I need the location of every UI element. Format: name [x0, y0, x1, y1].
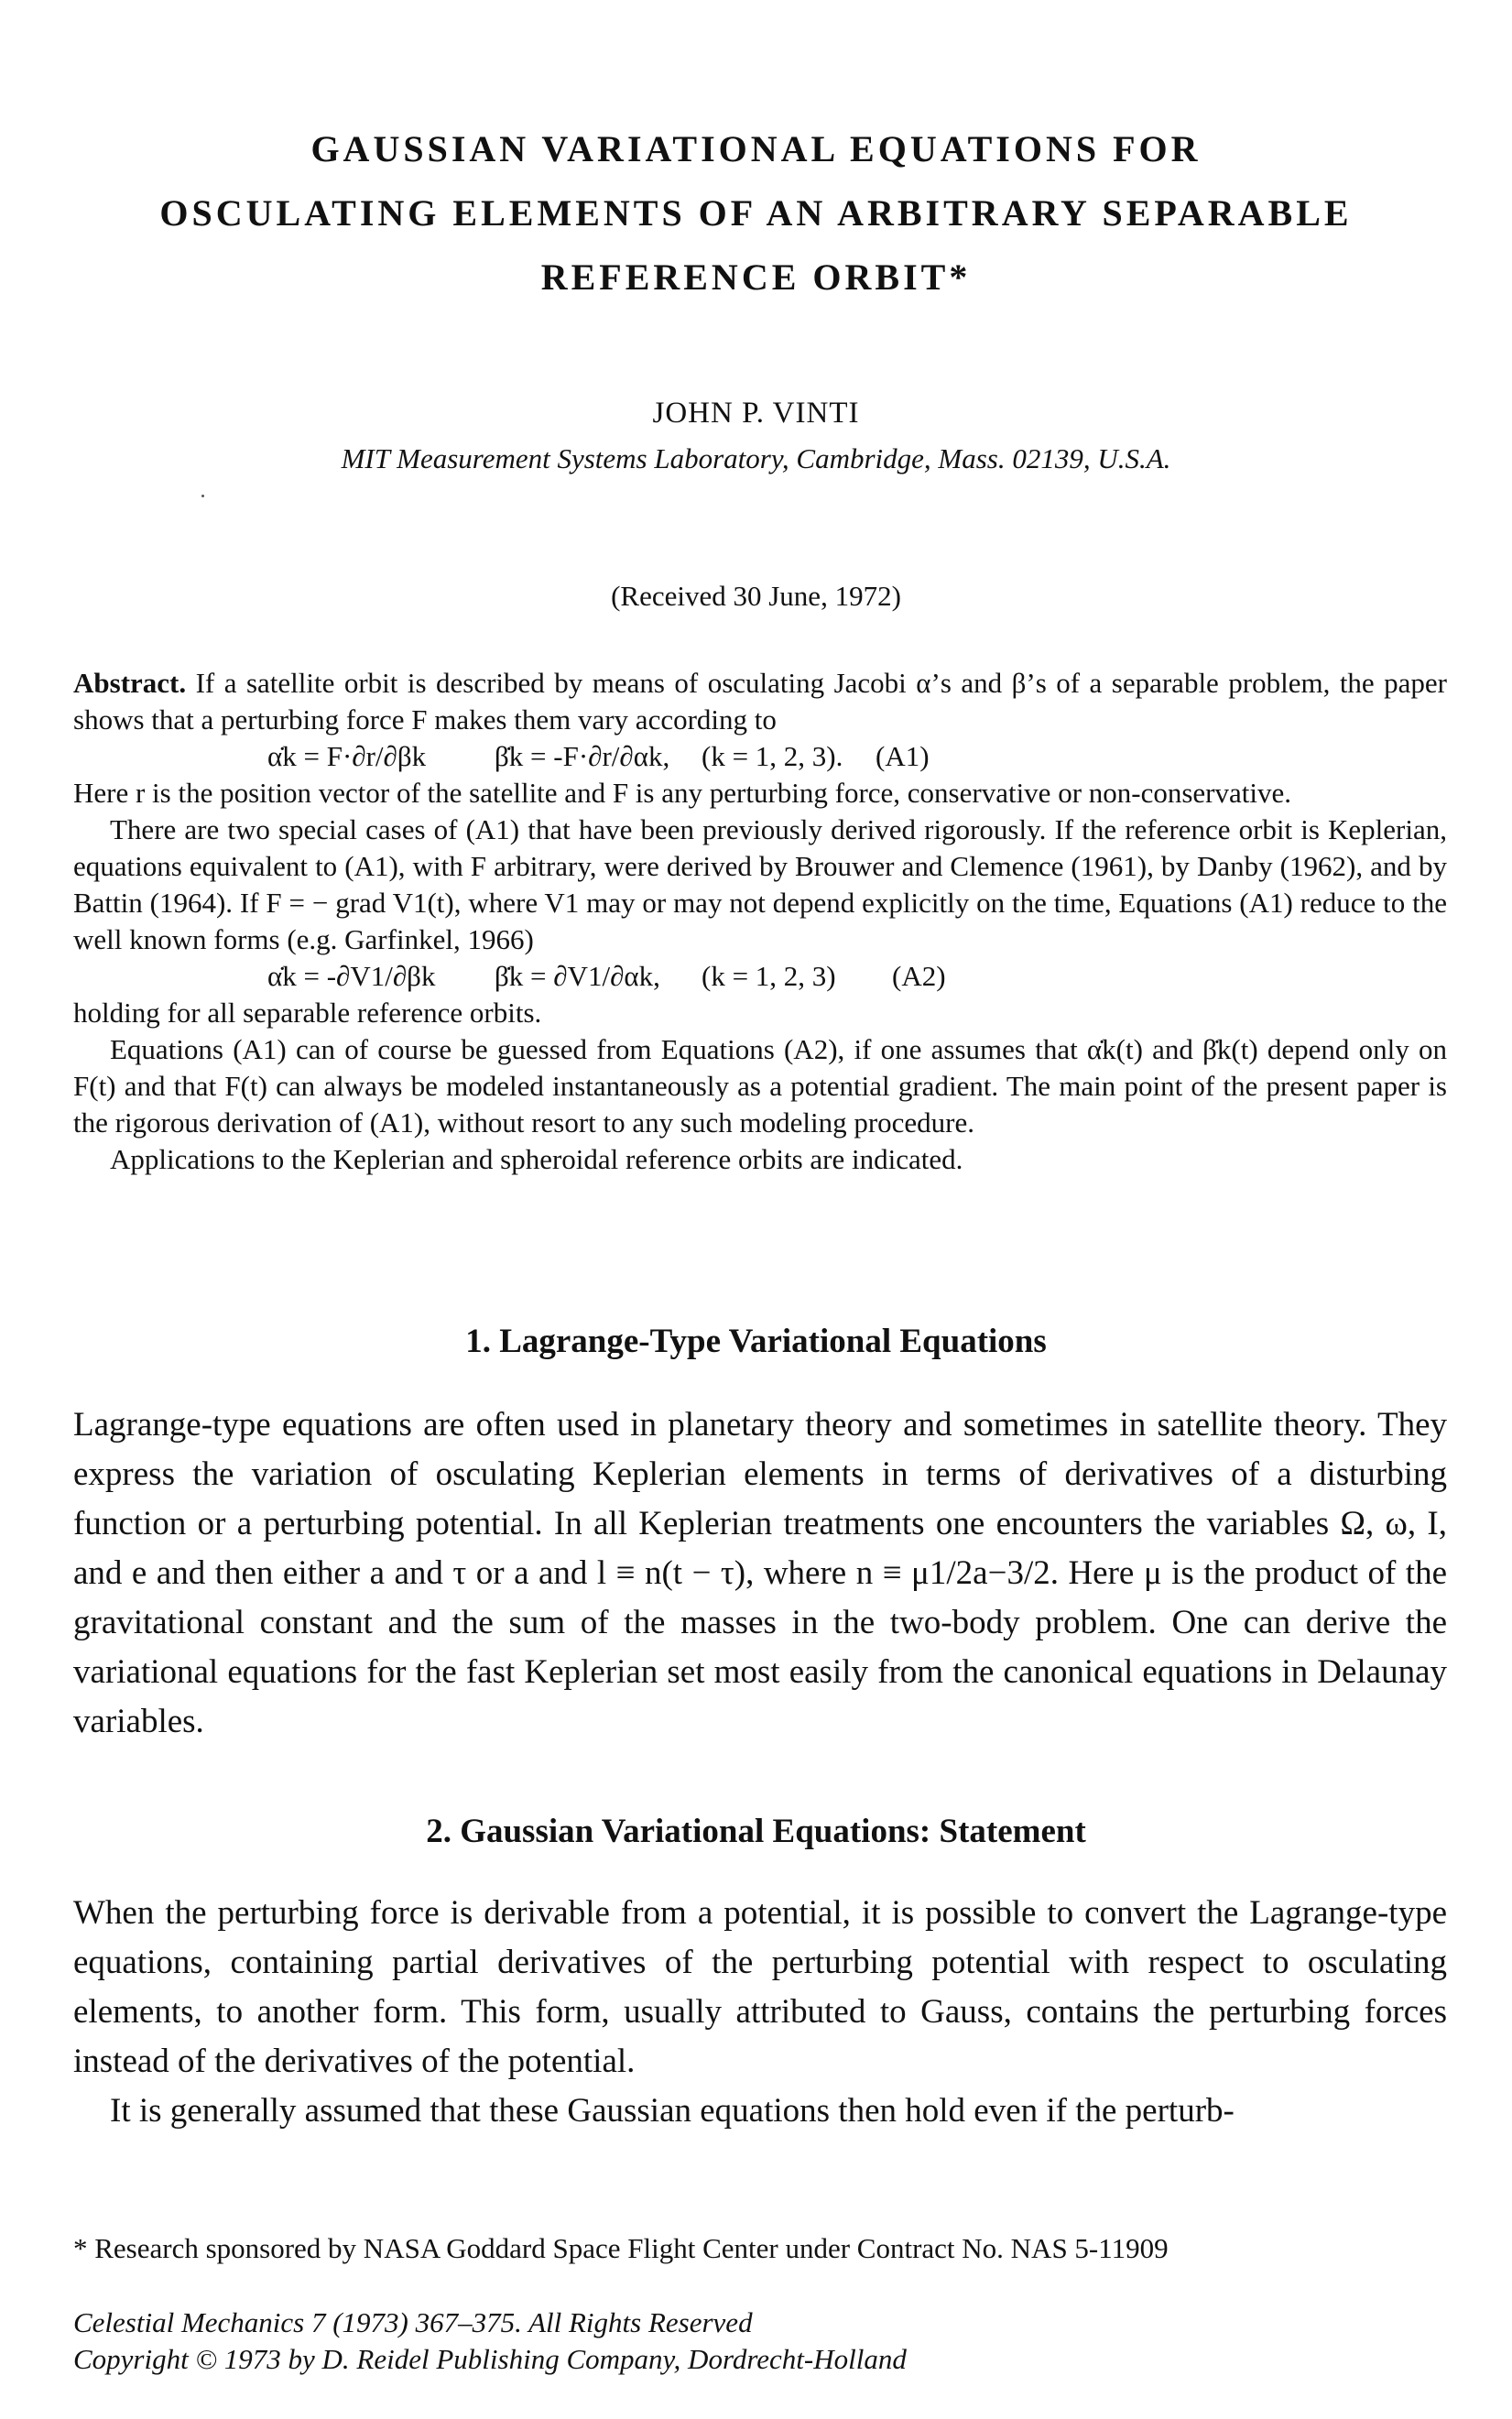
abstract-paragraph-5: Equations (A1) can of course be guessed from Equations (A2), if one assumes that α̇k(t) and β̇k(t) depend only on F(t) and that F(t) can always be modeled instantaneously as a potential gradient. The main point of the present paper is the rigorous derivation of (A1), without resort to any such modeling procedure.: [73, 1033, 1447, 1139]
journal-info: [73, 2305, 1447, 2378]
equation-a1: [73, 738, 1447, 775]
abstract-label: Abstract.: [73, 667, 187, 699]
equation-a1-range: (k = 1, 2, 3).: [702, 740, 843, 772]
section-1-body: [73, 1400, 1447, 1747]
section-2-body: [73, 1889, 1447, 2136]
author-affiliation: MIT Measurement Systems Laboratory, Cambridge, Mass. 02139, U.S.A.: [341, 442, 1171, 474]
section-1-paragraph-1: Lagrange-type equations are often used in planetary theory and sometimes in satellite theory. They express the variation of osculating Keplerian elements in terms of derivatives of a disturbing function or a perturbing potential. In all Keplerian treatments one encounters the variables Ω, ω, I, and e and then either a and τ or a and l ≡ n(t − τ), where n ≡ μ1/2a−3/2. Here μ is the product of the gravitational constant and the sum of the masses in the two-body problem. One can derive the variational equations for the fast Keplerian set most easily from the canonical equations in Delaunay variables.: [73, 1406, 1447, 1740]
received-date: (Received 30 June, 1972): [611, 580, 901, 612]
abstract-paragraph-1: [73, 665, 1447, 738]
title-line-3: REFERENCE ORBIT*: [540, 256, 972, 298]
equation-a1-part-2: β̇k = -F·∂r/∂αk,: [495, 740, 670, 772]
section-2-paragraph-2: It is generally assumed that these Gaussian equations then hold even if the perturb-: [110, 2092, 1235, 2130]
equation-a2-part-2: β̇k = ∂V1/∂αk,: [495, 960, 660, 992]
equation-a2-number: (A2): [892, 960, 946, 992]
abstract-paragraph-3: There are two special cases of (A1) that have been previously derived rigorously. If the reference orbit is Keplerian, equations equivalent to (A1), with F arbitrary, were derived by Brouwer and Clemence (1961), by Danby (1962), and by Battin (1964). If F = − grad V1(t), where V1 may or may not depend explicitly on the time, Equations (A1) reduce to the well known forms (e.g. Garfinkel, 1966): [73, 813, 1447, 955]
abstract: [73, 665, 1447, 1178]
section-1-heading: 1. Lagrange-Type Variational Equations: [465, 1323, 1047, 1360]
abstract-paragraph-6: Applications to the Keplerian and spheroidal reference orbits are indicated.: [110, 1143, 963, 1175]
footnote: * Research sponsored by NASA Goddard Space Flight Center under Contract No. NAS 5-11909: [73, 2232, 1169, 2264]
author-name: JOHN P. VINTI: [652, 397, 860, 430]
title-line-2: OSCULATING ELEMENTS OF AN ARBITRARY SEPARABLE: [159, 192, 1353, 234]
journal-citation: Celestial Mechanics 7 (1973) 367–375. All Rights Reserved: [73, 2306, 753, 2338]
abstract-paragraph-2: Here r is the position vector of the satellite and F is any perturbing force, conservative or non-conservative.: [73, 777, 1291, 809]
section-2-heading: 2. Gaussian Variational Equations: Statement: [426, 1813, 1086, 1850]
abstract-text-1: If a satellite orbit is described by means of osculating Jacobi α’s and β’s of a separable problem, the paper shows that a perturbing force F makes them vary according to: [73, 667, 1448, 736]
journal-copyright: Copyright © 1973 by D. Reidel Publishing Company, Dordrecht-Holland: [73, 2343, 907, 2375]
scan-speck: [201, 495, 204, 497]
equation-a2: [73, 958, 1447, 995]
paper-title: [73, 117, 1439, 310]
section-2-paragraph-1: When the perturbing force is derivable from a potential, it is possible to convert the Lagrange-type equations, containing partial derivatives of the perturbing potential with respect to osculating elements, to another form. This form, usually attributed to Gauss, contains the perturbing forces instead of the derivatives of the potential.: [73, 1894, 1447, 2080]
equation-a2-range: (k = 1, 2, 3): [702, 960, 836, 992]
title-line-1: GAUSSIAN VARIATIONAL EQUATIONS FOR: [310, 128, 1202, 169]
equation-a1-part-1: α̇k = F·∂r/∂βk: [267, 740, 427, 772]
equation-a2-part-1: α̇k = -∂V1/∂βk: [267, 960, 436, 992]
equation-a1-number: (A1): [876, 740, 930, 772]
abstract-paragraph-4: holding for all separable reference orbits.: [73, 997, 542, 1029]
